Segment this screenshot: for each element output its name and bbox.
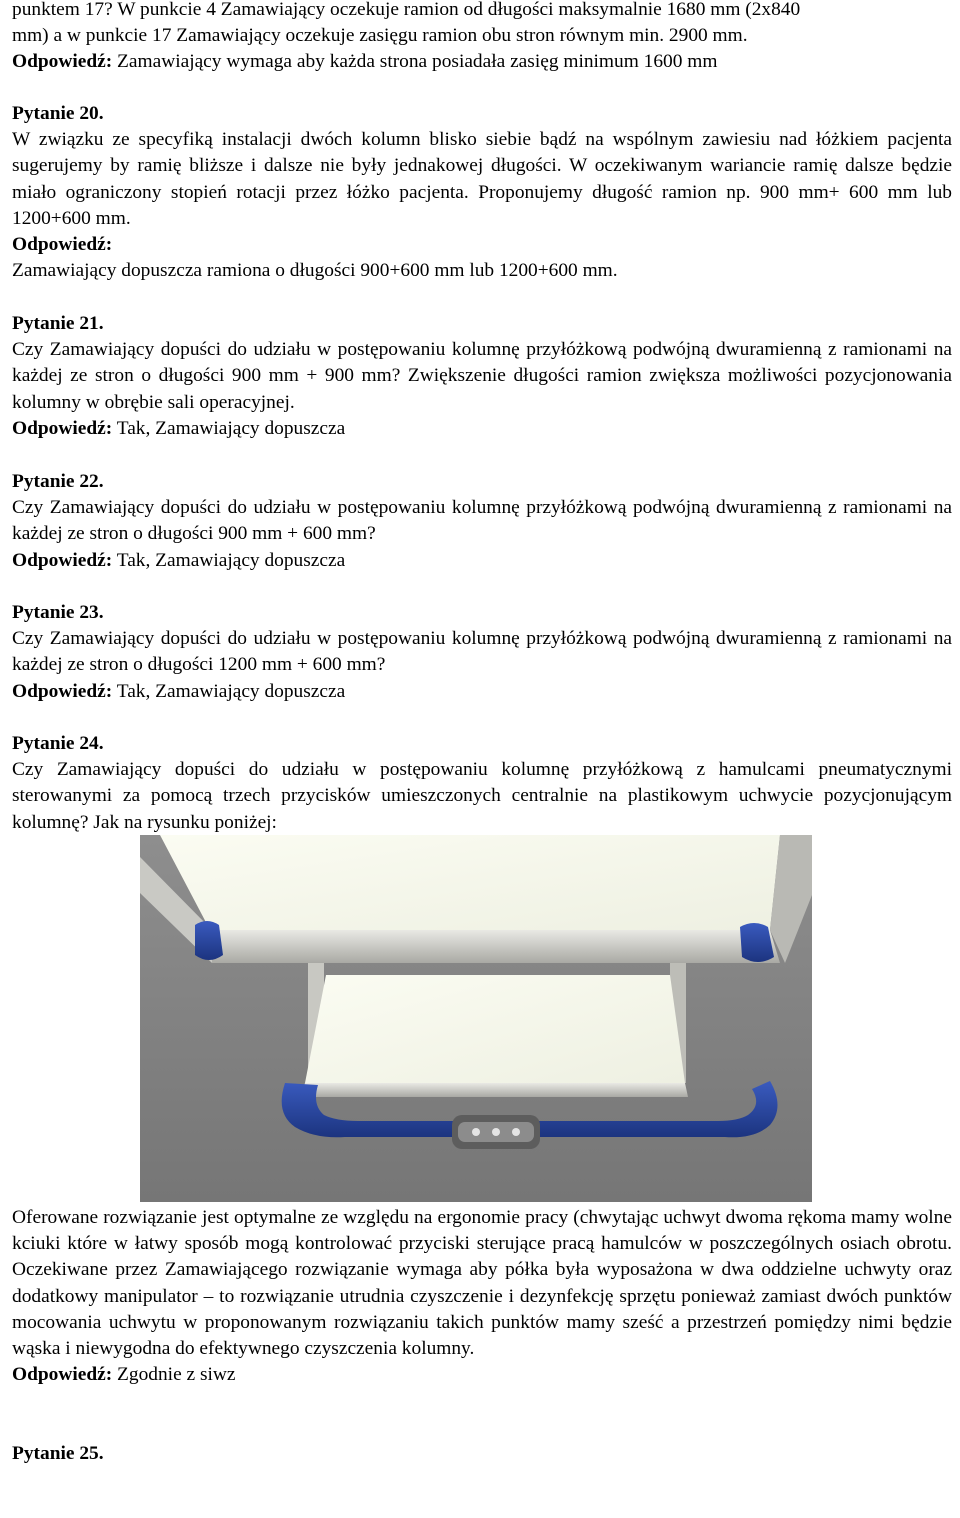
lower-shelf-front-edge xyxy=(300,1083,688,1097)
answer-line xyxy=(12,679,952,705)
answer-text: Zamawiający wymaga aby każda strona posiadała zasięg minimum 1600 mm xyxy=(112,51,718,73)
question-heading: Pytanie 25. xyxy=(12,1443,104,1464)
question-body-continued: Oferowane rozwiązanie jest optymalne ze względu na ergonomie pracy (chwytając uchwyt dwoma rękoma mamy wolne kciuki które w łatwy sposób mogą kontrolować przyciski sterujące pracą hamulców w poszczególnych osiach obrotu. Oczekiwane przez Zamawiającego rozwiązanie wymaga aby półka była wyposażona w dwa oddzielne uchwyty oraz dodatkowy manipulator – to rozwiązanie utrudnia czyszczenie i dezynfekcję sprzętu ponieważ zamiast dwóch punktów mocowania uchwytu w proponowanym rozwiązaniu takich punktów mamy sześć a przestrzeń pomiędzy nimi będzie wąska i niewygodna do efektywnego czyszczenia kolumny. xyxy=(12,1207,952,1360)
question-22 xyxy=(12,469,952,574)
brake-button-2 xyxy=(492,1128,500,1136)
question-heading: Pytanie 22. xyxy=(12,471,104,492)
brake-button-1 xyxy=(472,1128,480,1136)
answer-label: Odpowiedź: xyxy=(12,680,113,702)
intro-line-1: punktem 17? W punkcie 4 Zamawiający oczekuje ramion od długości maksymalnie 1680 mm (2x840 xyxy=(12,0,801,20)
question-25 xyxy=(12,1441,952,1467)
answer-text: Zamawiający dopuszcza ramiona o długości 900+600 mm lub 1200+600 mm. xyxy=(12,260,618,282)
question-24-continued xyxy=(12,1205,952,1388)
intro-answer xyxy=(12,49,952,75)
question-20 xyxy=(12,101,952,284)
question-21 xyxy=(12,311,952,442)
answer-label: Odpowiedź: xyxy=(12,417,113,439)
answer-label: Odpowiedź: xyxy=(12,1364,113,1386)
question-body: Czy Zamawiający dopuści do udziału w postępowaniu kolumnę przyłóżkową podwójną dwuramienną z ramionami na każdej ze stron o długości 1200 mm + 600 mm? xyxy=(12,628,952,676)
lower-shelf-surface xyxy=(305,975,685,1083)
answer-label: Odpowiedź: xyxy=(12,51,113,73)
question-24 xyxy=(12,731,952,836)
answer-text: Tak, Zamawiający dopuszcza xyxy=(112,549,346,571)
upper-shelf-front-edge xyxy=(210,930,780,963)
intro-block xyxy=(12,0,952,76)
answer-line xyxy=(12,548,952,574)
question-23 xyxy=(12,600,952,705)
shelf-with-handle-illustration xyxy=(140,835,812,1202)
left-corner-bumper xyxy=(195,921,223,960)
answer-text: Tak, Zamawiający dopuszcza xyxy=(112,680,346,702)
question-body: Czy Zamawiający dopuści do udziału w postępowaniu kolumnę przyłóżkową z hamulcami pneumatycznymi sterowanymi za pomocą trzech przycisków umieszczonych centralnie na plastikowym uchwycie pozycjonującym kolumnę? Jak na rysunku poniżej: xyxy=(12,759,952,833)
intro-line-2: mm) a w punkcie 17 Zamawiający oczekuje zasięgu ramion obu stron równym min. 2900 mm. xyxy=(12,25,748,47)
answer-line xyxy=(12,1362,952,1388)
brake-button-3 xyxy=(512,1128,520,1136)
answer-text: Zgodnie z siwz xyxy=(112,1364,236,1386)
question-body: Czy Zamawiający dopuści do udziału w postępowaniu kolumnę przyłóżkową podwójną dwuramienną z ramionami na każdej ze stron o długości 900 mm + 900 mm? Zwiększenie długości ramion zwiększa możliwości pozycjonowania kolumny w obrębie sali operacyjnej. xyxy=(12,339,952,413)
question-heading: Pytanie 23. xyxy=(12,602,104,623)
answer-label: Odpowiedź: xyxy=(12,234,113,256)
answer-text: Tak, Zamawiający dopuszcza xyxy=(112,417,346,439)
question-body: W związku ze specyfiką instalacji dwóch kolumn blisko siebie bądź na wspólnym zawiesiu nad łóżkiem pacjenta sugerujemy by ramię bliższe i dalsze nie były jednakowej długości. W oczekiwanym wariancie ramię dalsze będzie miało ograniczony stopień rotacji przez łóżko pacjenta. Proponujemy długość ramion np. 900 mm+ 600 mm lub 1200+600 mm. xyxy=(12,129,952,229)
upper-shelf-surface xyxy=(160,835,780,930)
shelf-illustration-svg xyxy=(140,835,812,1202)
question-heading: Pytanie 20. xyxy=(12,103,104,124)
answer-label: Odpowiedź: xyxy=(12,549,113,571)
question-heading: Pytanie 24. xyxy=(12,733,104,754)
question-heading: Pytanie 21. xyxy=(12,313,104,334)
question-body: Czy Zamawiający dopuści do udziału w postępowaniu kolumnę przyłóżkową podwójną dwuramienną z ramionami na każdej ze stron o długości 900 mm + 600 mm? xyxy=(12,497,952,545)
answer-line xyxy=(12,416,952,442)
